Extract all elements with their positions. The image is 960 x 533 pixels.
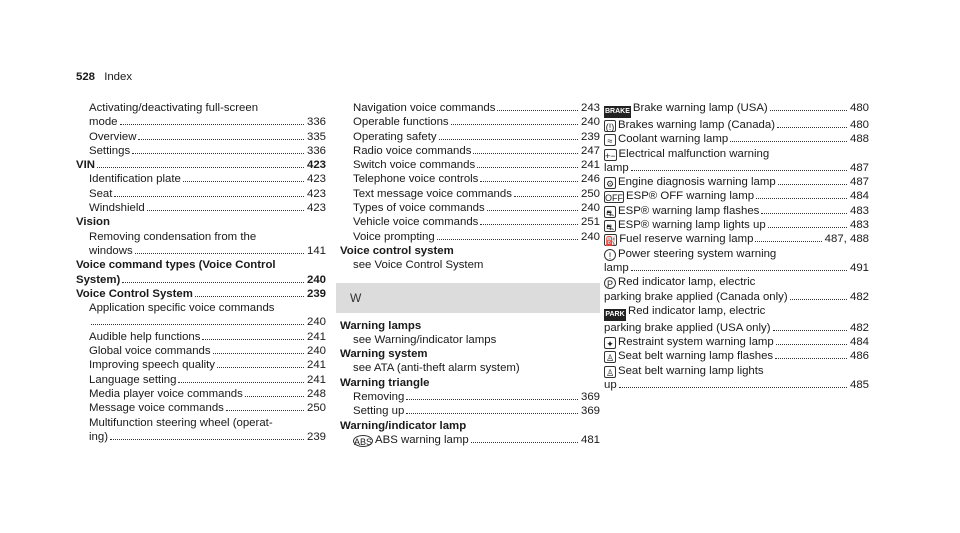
entry-label-wrap [604, 189, 754, 203]
index-column-2 [340, 101, 600, 447]
entry-label: mode [89, 116, 118, 129]
index-text [604, 304, 869, 321]
page-ref[interactable]: 239 [306, 430, 326, 443]
page-ref[interactable]: 243 [580, 102, 600, 114]
page-ref[interactable]: 240 [580, 230, 600, 243]
entry-label-wrap [604, 175, 776, 189]
dot-leader [477, 167, 578, 168]
entry-label: ing) [89, 430, 108, 443]
esp-icon: ⛐ [604, 206, 616, 218]
entry-label-wrap [604, 101, 768, 118]
page-ref[interactable]: 335 [306, 130, 326, 143]
page-ref[interactable]: 241 [306, 373, 326, 386]
entry-label: ESP® warning lamp lights up [618, 219, 766, 232]
page-ref[interactable]: 487 [849, 161, 869, 174]
entry-label: Message voice commands [89, 402, 224, 415]
page-ref[interactable]: 486 [849, 350, 869, 363]
dot-leader [514, 196, 578, 197]
page-ref[interactable]: 250 [580, 187, 600, 200]
index-heading [76, 258, 326, 272]
entry-label: Radio voice commands [353, 144, 472, 157]
entry-label: Setting up [353, 405, 405, 418]
page-ref[interactable]: 423 [306, 173, 326, 186]
page-ref[interactable]: 241 [580, 159, 600, 172]
dot-leader [120, 124, 304, 125]
entry-label: parking brake applied (USA only) [604, 321, 771, 334]
dot-leader [97, 167, 304, 168]
esp-icon: ⛐ [604, 220, 616, 232]
dot-leader [730, 141, 847, 142]
dot-leader [619, 387, 847, 388]
seatbelt-icon: ♙ [605, 353, 615, 364]
dot-leader [451, 124, 578, 125]
index-heading [340, 376, 600, 390]
index-entry[interactable] [340, 215, 600, 229]
index-entry[interactable] [604, 101, 869, 118]
dot-leader [768, 227, 847, 228]
dot-leader [471, 442, 578, 443]
entry-label: VIN [76, 159, 95, 172]
page-ref[interactable]: 487, 488 [824, 233, 869, 246]
dot-leader [178, 382, 304, 383]
page-ref[interactable]: 482 [849, 321, 869, 334]
entry-label: Removing [353, 391, 405, 404]
index-entry[interactable] [340, 144, 600, 158]
index-text [76, 230, 326, 244]
park-icon: PARK [604, 309, 626, 321]
entry-label: Operating safety [353, 130, 437, 143]
entry-label: Restraint system warning lamp [618, 336, 774, 349]
page-number: 528 [76, 71, 96, 83]
abs-icon: ABS [354, 436, 373, 447]
steering-icon: ! [604, 249, 616, 261]
page-title: Index [104, 71, 133, 83]
page-ref[interactable]: 240 [580, 116, 600, 129]
dot-leader [778, 184, 847, 185]
entry-label: Text message voice commands [353, 187, 512, 200]
index-text-label: Red indicator lamp, electric [618, 276, 756, 289]
index-heading [340, 244, 600, 258]
dot-leader [91, 324, 304, 325]
index-text [76, 301, 326, 315]
page-ref[interactable]: 481 [580, 433, 600, 446]
page-ref[interactable]: 483 [849, 219, 869, 232]
index-text [604, 247, 869, 261]
dot-leader [132, 153, 304, 154]
section-letter: W [336, 283, 600, 313]
dot-leader [487, 210, 578, 211]
entry-label: Vehicle voice commands [353, 216, 479, 229]
entry-label: Engine diagnosis warning lamp [618, 176, 776, 189]
index-text-label: Electrical malfunction warning [618, 147, 770, 160]
entry-label: parking brake applied (Canada only) [604, 290, 788, 303]
index-entry[interactable] [604, 378, 869, 392]
dot-leader [777, 127, 847, 128]
page-ref[interactable]: 250 [306, 402, 326, 415]
entry-label: Global voice commands [89, 345, 211, 358]
seatbelt-icon: ♙ [605, 367, 615, 378]
entry-label: up [604, 379, 617, 392]
dot-leader [776, 344, 847, 345]
entry-label: Voice Control System [76, 287, 193, 300]
index-entry[interactable] [604, 335, 869, 349]
dot-leader [110, 439, 304, 440]
page-header [76, 70, 132, 84]
index-entry[interactable] [76, 401, 326, 415]
page-ref[interactable]: 239 [306, 287, 326, 300]
dot-leader [226, 410, 304, 411]
esp-off-icon: OFF [605, 193, 623, 204]
index-text [340, 258, 600, 272]
dot-leader [480, 181, 578, 182]
entry-label: Overview [89, 130, 137, 143]
index-text-label: Multifunction steering wheel (operat- [89, 416, 273, 429]
dot-leader [755, 241, 821, 242]
index-entry[interactable] [604, 161, 869, 175]
coolant-icon: ≈ [604, 134, 616, 146]
index-text [340, 333, 600, 347]
entry-label-wrap [604, 204, 759, 218]
index-text-label: Vision [76, 216, 110, 229]
page-ref[interactable]: 240 [306, 316, 326, 329]
page-ref[interactable]: 241 [306, 330, 326, 343]
index-text-label: Voice control system [340, 244, 454, 257]
index-entry[interactable] [76, 344, 326, 358]
index-heading [340, 347, 600, 361]
index-entry[interactable] [76, 201, 326, 215]
index-entry[interactable] [604, 349, 869, 363]
index-entry[interactable] [340, 433, 600, 447]
index-entry[interactable] [604, 290, 869, 304]
dot-leader [195, 296, 304, 297]
index-text-label: see ATA (anti-theft alarm system) [353, 362, 520, 375]
page-ref[interactable]: 423 [306, 187, 326, 200]
dot-leader [147, 210, 304, 211]
dot-leader [775, 358, 847, 359]
index-text [604, 364, 869, 378]
dot-leader [631, 170, 847, 171]
dot-leader [245, 396, 304, 397]
dot-leader [437, 239, 578, 240]
page-ref[interactable]: 247 [580, 144, 600, 157]
dot-leader [135, 253, 304, 254]
page-ref[interactable]: 482 [849, 290, 869, 303]
page-ref[interactable]: 485 [849, 379, 869, 392]
index-entry[interactable] [604, 218, 869, 232]
entry-label: System) [76, 273, 121, 286]
index-heading [76, 215, 326, 229]
index-entry[interactable] [76, 287, 326, 301]
entry-label: Switch voice commands [353, 159, 476, 172]
index-text-label: Warning/indicator lamp [340, 419, 467, 432]
entry-label: windows [89, 244, 133, 257]
dot-leader [138, 139, 304, 140]
index-heading [340, 319, 600, 333]
entry-label: Operable functions [353, 116, 449, 129]
entry-label-wrap [604, 232, 753, 246]
index-entry[interactable] [76, 373, 326, 387]
index-entry[interactable] [76, 172, 326, 186]
index-text-label: Removing condensation from the [89, 230, 257, 243]
entry-label: Language setting [89, 373, 177, 386]
dot-leader [183, 181, 304, 182]
index-entry[interactable] [340, 187, 600, 201]
index-column-3 [604, 101, 869, 392]
entry-label: Windshield [89, 202, 145, 215]
entry-label: Seat belt warning lamp flashes [618, 350, 774, 363]
index-text [76, 101, 326, 115]
index-entry[interactable] [604, 189, 869, 203]
index-entry[interactable] [340, 130, 600, 144]
index-entry[interactable] [340, 230, 600, 244]
brake-icon: BRAKE [604, 106, 631, 118]
index-heading [340, 419, 600, 433]
page-ref[interactable]: 484 [849, 190, 869, 203]
dot-leader [122, 282, 304, 283]
page-ref[interactable]: 491 [849, 261, 869, 274]
entry-label: ESP® OFF warning lamp [626, 190, 755, 203]
index-entry[interactable] [76, 315, 326, 329]
page-ref[interactable]: 423 [306, 202, 326, 215]
page-ref[interactable]: 240 [580, 202, 600, 215]
entry-label: Fuel reserve warning lamp [619, 233, 754, 246]
dot-leader [756, 198, 847, 199]
index-text [340, 361, 600, 375]
entry-label: Voice prompting [353, 230, 435, 243]
dot-leader [761, 213, 847, 214]
index-entry[interactable] [604, 175, 869, 189]
index-text [604, 275, 869, 289]
index-entry[interactable] [604, 118, 869, 132]
page-ref[interactable]: 336 [306, 116, 326, 129]
page-ref[interactable]: 248 [306, 387, 326, 400]
dot-leader [406, 413, 578, 414]
index-entry[interactable] [604, 132, 869, 146]
dot-leader [217, 367, 304, 368]
index-entry[interactable] [340, 101, 600, 115]
index-entry[interactable] [76, 273, 326, 287]
index-text-label: Power steering system warning [618, 247, 777, 260]
page-ref[interactable]: 246 [580, 173, 600, 186]
entry-label: Identification plate [89, 173, 181, 186]
index-text-label: see Warning/indicator lamps [353, 333, 497, 346]
index-entry[interactable] [76, 358, 326, 372]
page-ref[interactable]: 488 [849, 133, 869, 146]
index-entry[interactable] [604, 261, 869, 275]
page-ref[interactable]: 480 [849, 102, 869, 114]
index-text [76, 416, 326, 430]
entry-label: Settings [89, 144, 131, 157]
entry-label: Types of voice commands [353, 202, 485, 215]
index-entry[interactable] [604, 321, 869, 335]
entry-label: lamp [604, 161, 629, 174]
dot-leader [480, 224, 578, 225]
page-ref[interactable]: 240 [306, 273, 326, 286]
index-entry[interactable] [604, 204, 869, 218]
page-ref[interactable]: 487 [849, 176, 869, 189]
index-entry[interactable] [340, 201, 600, 215]
dot-leader [631, 270, 847, 271]
index-text-label: see Voice Control System [353, 259, 484, 272]
brake-circle-icon: (!) [605, 122, 615, 132]
entry-label: Navigation voice commands [353, 102, 496, 114]
page-ref[interactable]: 480 [849, 119, 869, 131]
index-text-label: Voice command types (Voice Control [76, 259, 276, 272]
page-ref[interactable]: 336 [306, 144, 326, 157]
entry-label: Audible help functions [89, 330, 201, 343]
entry-label-wrap [353, 433, 469, 447]
page-ref[interactable]: 240 [306, 345, 326, 358]
index-text-label: Warning lamps [340, 319, 422, 332]
dot-leader [773, 330, 847, 331]
page-ref[interactable]: 239 [580, 130, 600, 143]
index-entry[interactable] [76, 130, 326, 144]
dot-leader [790, 299, 847, 300]
index-entry[interactable] [76, 187, 326, 201]
dot-leader [473, 153, 578, 154]
index-entry[interactable] [340, 158, 600, 172]
park-circle-icon: P [604, 277, 616, 289]
engine-icon: ⚙ [605, 179, 615, 190]
page-ref[interactable]: 141 [306, 244, 326, 257]
index-text-label: Seat belt warning lamp lights [618, 364, 764, 377]
index-entry[interactable] [76, 158, 326, 172]
entry-label-wrap [604, 335, 774, 349]
page-ref[interactable]: 423 [306, 159, 326, 172]
index-entry[interactable] [76, 244, 326, 258]
entry-label: Telephone voice controls [353, 173, 479, 186]
index-entry[interactable] [340, 390, 600, 404]
index-entry[interactable] [76, 115, 326, 129]
entry-label-wrap [604, 218, 766, 232]
entry-label: Media player voice commands [89, 387, 243, 400]
entry-label: Improving speech quality [89, 359, 215, 372]
entry-label: ABS warning lamp [375, 433, 469, 446]
entry-label: ESP® warning lamp flashes [618, 204, 760, 217]
index-text-label: Activating/deactivating full-screen [89, 102, 259, 114]
dot-leader [213, 353, 304, 354]
entry-label: Coolant warning lamp [618, 133, 729, 146]
entry-label: lamp [604, 261, 629, 274]
battery-icon: +− [605, 150, 616, 161]
page-ref[interactable]: 369 [580, 391, 600, 404]
index-entry[interactable] [340, 404, 600, 418]
page-ref[interactable]: 484 [849, 336, 869, 349]
index-entry[interactable] [76, 387, 326, 401]
page-ref[interactable]: 369 [580, 405, 600, 418]
index-entry[interactable] [340, 115, 600, 129]
index-text-label: Warning triangle [340, 376, 430, 389]
dot-leader [770, 110, 847, 111]
dot-leader [497, 110, 578, 111]
index-text [604, 147, 869, 161]
entry-label: Brake warning lamp (USA) [632, 102, 768, 114]
entry-label: Seat [89, 187, 113, 200]
index-entry[interactable] [604, 232, 869, 246]
entry-label: Brakes warning lamp (Canada) [618, 119, 776, 131]
page-ref[interactable]: 241 [306, 359, 326, 372]
index-text-label: Warning system [340, 348, 428, 361]
index-entry[interactable] [76, 144, 326, 158]
index-text-label: Red indicator lamp, electric [628, 304, 766, 317]
index-entry[interactable] [76, 430, 326, 444]
entry-label-wrap [604, 118, 775, 132]
index-entry[interactable] [340, 172, 600, 186]
index-text-label: Application specific voice commands [89, 302, 275, 315]
page-ref[interactable]: 483 [849, 204, 869, 217]
entry-label-wrap [604, 349, 773, 363]
fuel-icon: ⛽ [605, 236, 617, 247]
dot-leader [406, 399, 578, 400]
page-ref[interactable]: 251 [580, 216, 600, 229]
airbag-icon: ✦ [604, 337, 616, 349]
dot-leader [439, 139, 578, 140]
index-entry[interactable] [76, 330, 326, 344]
index-column-1 [76, 101, 326, 444]
dot-leader [114, 196, 304, 197]
entry-label-wrap [604, 132, 728, 146]
dot-leader [202, 339, 304, 340]
